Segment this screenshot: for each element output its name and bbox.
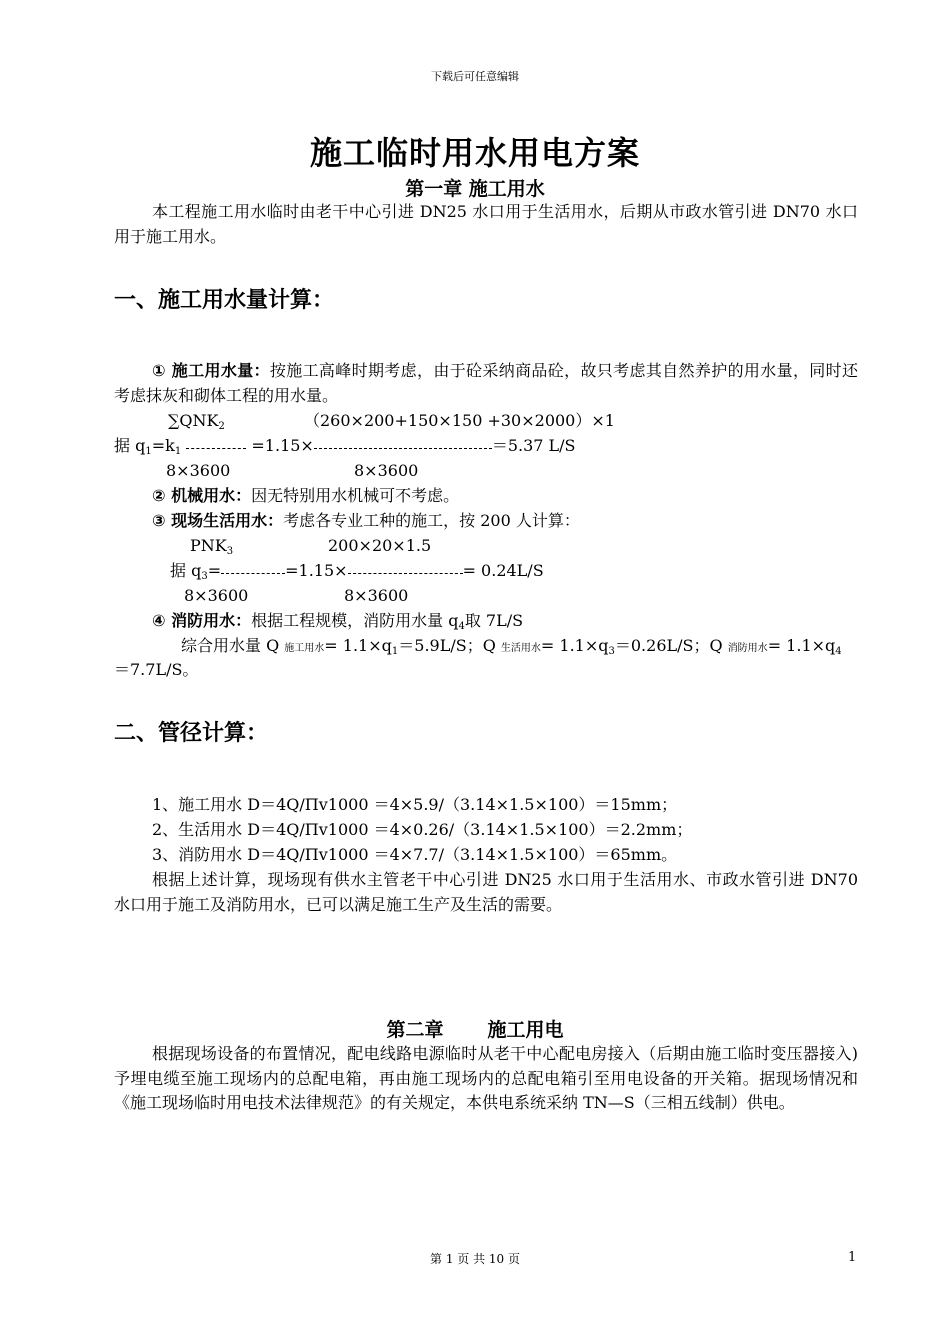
section2-conclusion: 根据上述计算，现场现有供水主管老干中心引进 DN25 水口用于生活用水、市政水管引进 DN70 水口用于施工及消防用水，已可以满足施工生产及生活的需要。 — [114, 870, 858, 914]
formula3-numerator-left: $PNK_3$ — [190, 536, 234, 557]
pipe-calc-3: 3、消防用水 D＝4Q/Πv1000 ＝4×7.7/（3.14×1.5×100）＝65mm。 — [152, 845, 678, 864]
formula1-line: 据 $q_1=k_1 =1.15\times =5.37$ L/S — [114, 436, 576, 457]
formula1-denominator-right: 8×3600 — [354, 461, 419, 480]
formula1-numerator-right: （260×200+150×150 +30×2000）×1 — [304, 411, 615, 430]
water-item2: ② 机械用水：因无特别用水机械可不考虑。 — [152, 486, 460, 505]
water-item3: ③ 现场生活用水：考虑各专业工种的施工，按 200 人计算： — [152, 511, 580, 530]
formula1-denominator-left: 8×3600 — [166, 461, 231, 480]
header-note: 下载后可任意编辑 — [431, 70, 519, 83]
section1-heading: 一、施工用水量计算： — [114, 288, 335, 313]
water-summary-line1: 综合用水量 Q 施工用水= $1.1\times q_1=5.9L/S$；Q 生活用水= $1.1\times q_3=0.26L/S$；Q 消防用水= $1.1\times q_4$ — [181, 636, 842, 657]
chapter2-intro: 根据现场设备的布置情况，配电线路电源临时从老干中心配电房接入（后期由施工临时变压器接入)予埋电缆至施工现场内的总配电箱，再由施工现场内的总配电箱引至用电设备的开关箱。据现场情况和《施工现场临时用电技术法律规范》的有关规定，本供电系统采纳 TN—S（三相五线制）供电。 — [114, 1044, 858, 1112]
formula1-numerator-left: $\sum QNK_2$ — [168, 411, 225, 432]
pipe-calc-1: 1、施工用水 D＝4Q/Πv1000 ＝4×5.9/（3.14×1.5×100）＝15mm； — [152, 795, 678, 814]
item1-label: ① 施工用水量： — [152, 361, 270, 380]
document-title: 施工临时用水用电方案 — [309, 134, 640, 172]
chapter2-heading: 第二章 施工用电 — [386, 1019, 564, 1041]
formula3-denominator-right: 8×3600 — [344, 586, 409, 605]
chapter1-heading: 第一章 施工用水 — [405, 178, 545, 200]
formula3-denominator-left: 8×3600 — [184, 586, 249, 605]
page-number: 1 — [848, 1250, 857, 1265]
formula3-numerator-right: 200×20×1.5 — [328, 536, 432, 555]
water-item1 — [114, 359, 858, 408]
fraction-bar — [186, 438, 246, 449]
page-info: 第 1 页 共 10 页 — [430, 1252, 520, 1266]
water-item4: ④ 消防用水：根据工程规模，消防用水量 $q_4$取 7L/S — [152, 611, 524, 632]
chapter1-intro: 本工程施工用水临时由老干中心引进 DN25 水口用于生活用水，后期从市政水管引进 DN70 水口用于施工用水。 — [114, 202, 858, 246]
fraction-bar — [348, 563, 463, 574]
item1-text: 按施工高峰时期考虑，由于砼采纳商品砼，故只考虑其自然养护的用水量，同时还考虑抹灰和砌体工程的用水量。 — [114, 361, 858, 405]
formula3-line: 据 $q_3= =1.15\times = 0.24L/S$ — [170, 561, 544, 582]
water-summary-line2: ＝7.7L/S。 — [114, 660, 199, 679]
fraction-bar — [221, 563, 285, 574]
section2-heading: 二、管径计算： — [114, 721, 269, 746]
pipe-calc-2: 2、生活用水 D＝4Q/Πv1000 ＝4×0.26/（3.14×1.5×100）＝2.2mm； — [152, 820, 693, 839]
fraction-bar — [314, 438, 492, 449]
